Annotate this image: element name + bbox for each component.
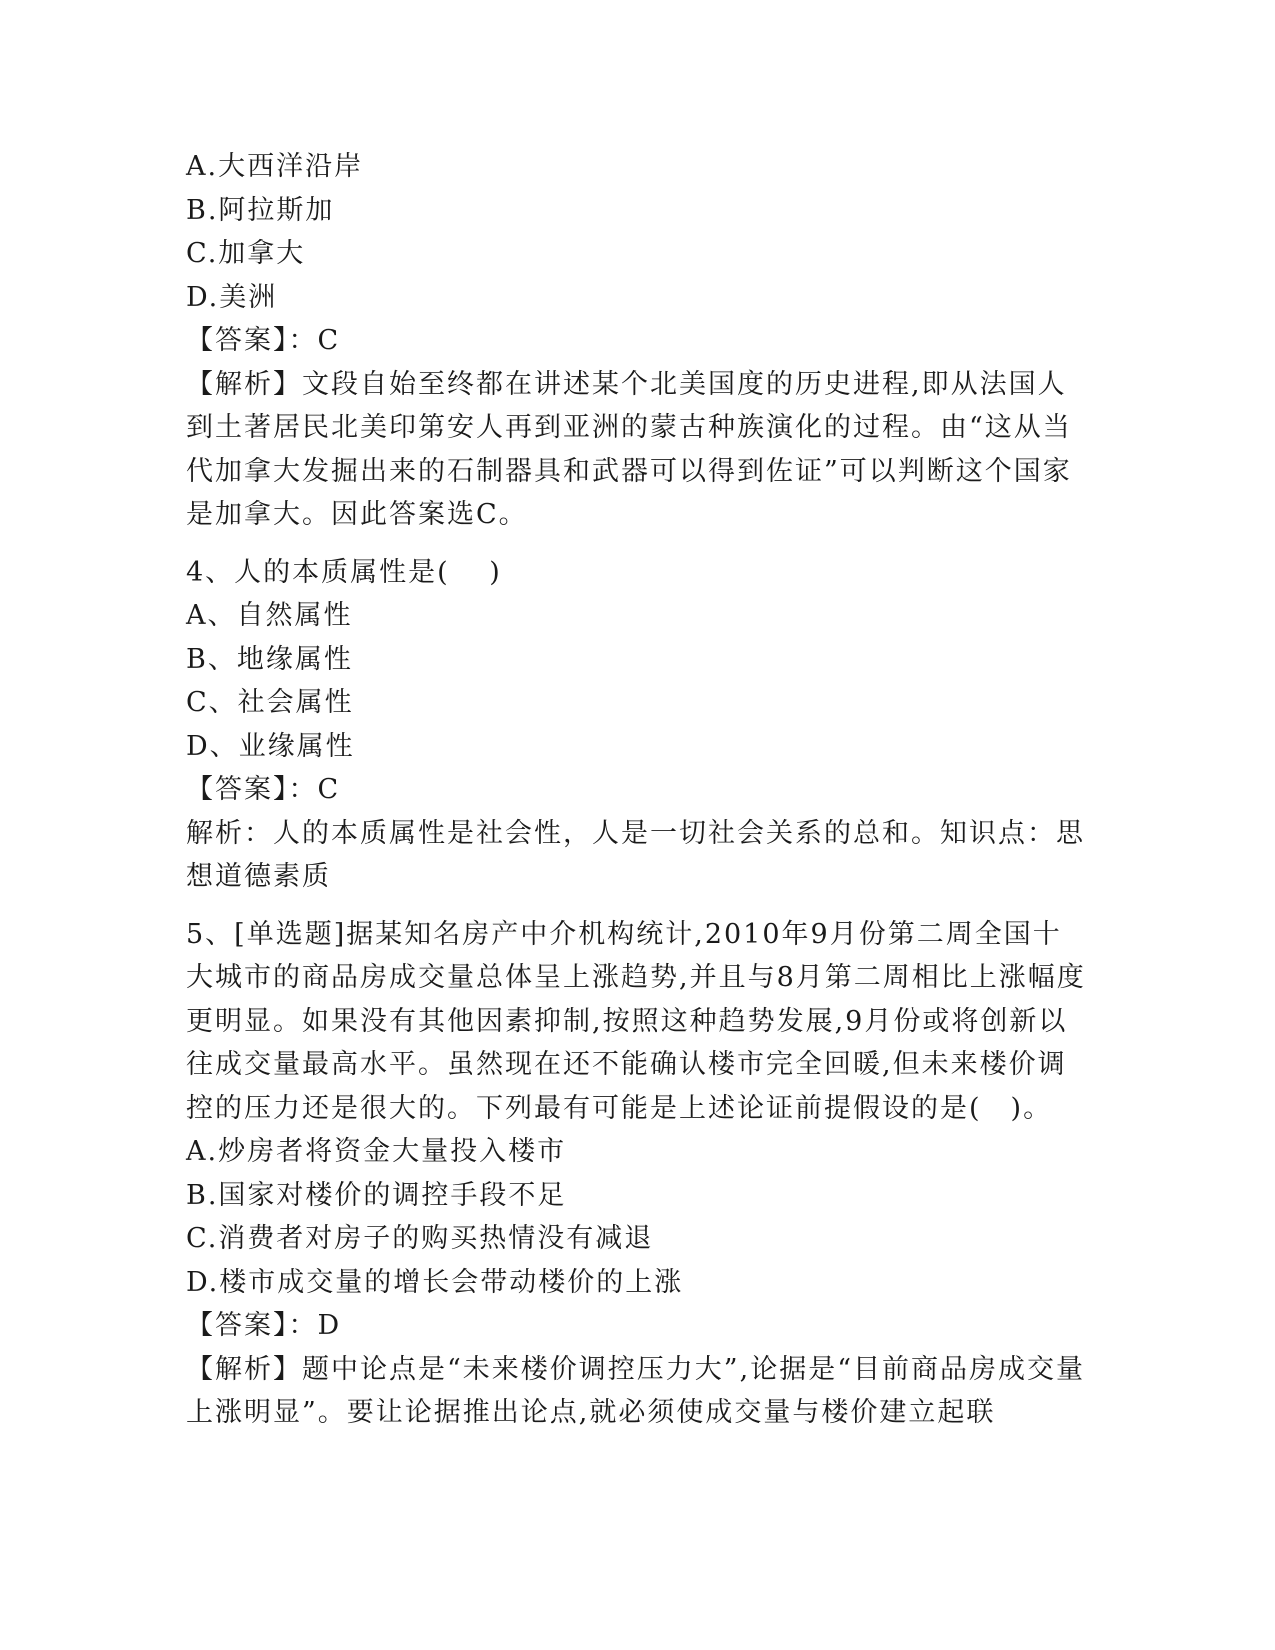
q4-answer: 【答案】：C	[186, 774, 341, 805]
q4-option-b: B、地缘属性	[186, 643, 353, 675]
q5-option-b: B.国家对楼价的调控手段不足	[186, 1179, 567, 1211]
q3-option-d: D.美洲	[186, 281, 278, 313]
q4-analysis: 解析：人的本质属性是社会性，人是一切社会关系的总和。知识点：思想道德素质	[186, 817, 1085, 892]
q5-option-c: C.消费者对房子的购买热情没有减退	[186, 1223, 654, 1254]
q3-answer: 【答案】：C	[186, 325, 341, 356]
q3-analysis: 【解析】文段自始至终都在讲述某个北美国度的历史进程,即从法国人到土著居民北美印第安人再到亚洲的蒙古种族演化的过程。由“这从当代加拿大发掘出来的石制器具和武器可以得到佐证”可以判断这个国家是加拿大。因此答案选C。	[186, 368, 1072, 530]
q4-option-d: D、业缘属性	[186, 730, 355, 762]
q5-question: 5、[单选题]据某知名房产中介机构统计,2010年9月份第二周全国十大城市的商品房成交量总体呈上涨趋势,并且与8月第二周相比上涨幅度更明显。如果没有其他因素抑制,按照这种趋势发展,9月份或将创新以往成交量最高水平。虽然现在还不能确认楼市完全回暖,但未来楼价调控的压力还是很大的。下列最有可能是上述论证前提假设的是( )。	[186, 918, 1086, 1124]
document-content	[186, 145, 1086, 1435]
q4-question: 4、人的本质属性是( )	[186, 556, 502, 588]
q3-option-c: C.加拿大	[186, 238, 306, 269]
q4-option-a: A、自然属性	[186, 600, 353, 631]
q5-option-a: A.炒房者将资金大量投入楼市	[186, 1136, 567, 1167]
q5-analysis: 【解析】题中论点是“未来楼价调控压力大”,论据是“目前商品房成交量上涨明显”。要让论据推出论点,就必须使成交量与楼价建立起联	[186, 1353, 1085, 1428]
q5-option-d: D.楼市成交量的增长会带动楼价的上涨	[186, 1266, 684, 1298]
q3-option-b: B.阿拉斯加	[186, 194, 335, 226]
q3-option-a: A.大西洋沿岸	[186, 151, 364, 182]
spacer	[186, 537, 1086, 551]
q4-option-c: C、社会属性	[186, 687, 354, 718]
spacer	[186, 899, 1086, 913]
q5-answer: 【答案】：D	[186, 1310, 342, 1341]
